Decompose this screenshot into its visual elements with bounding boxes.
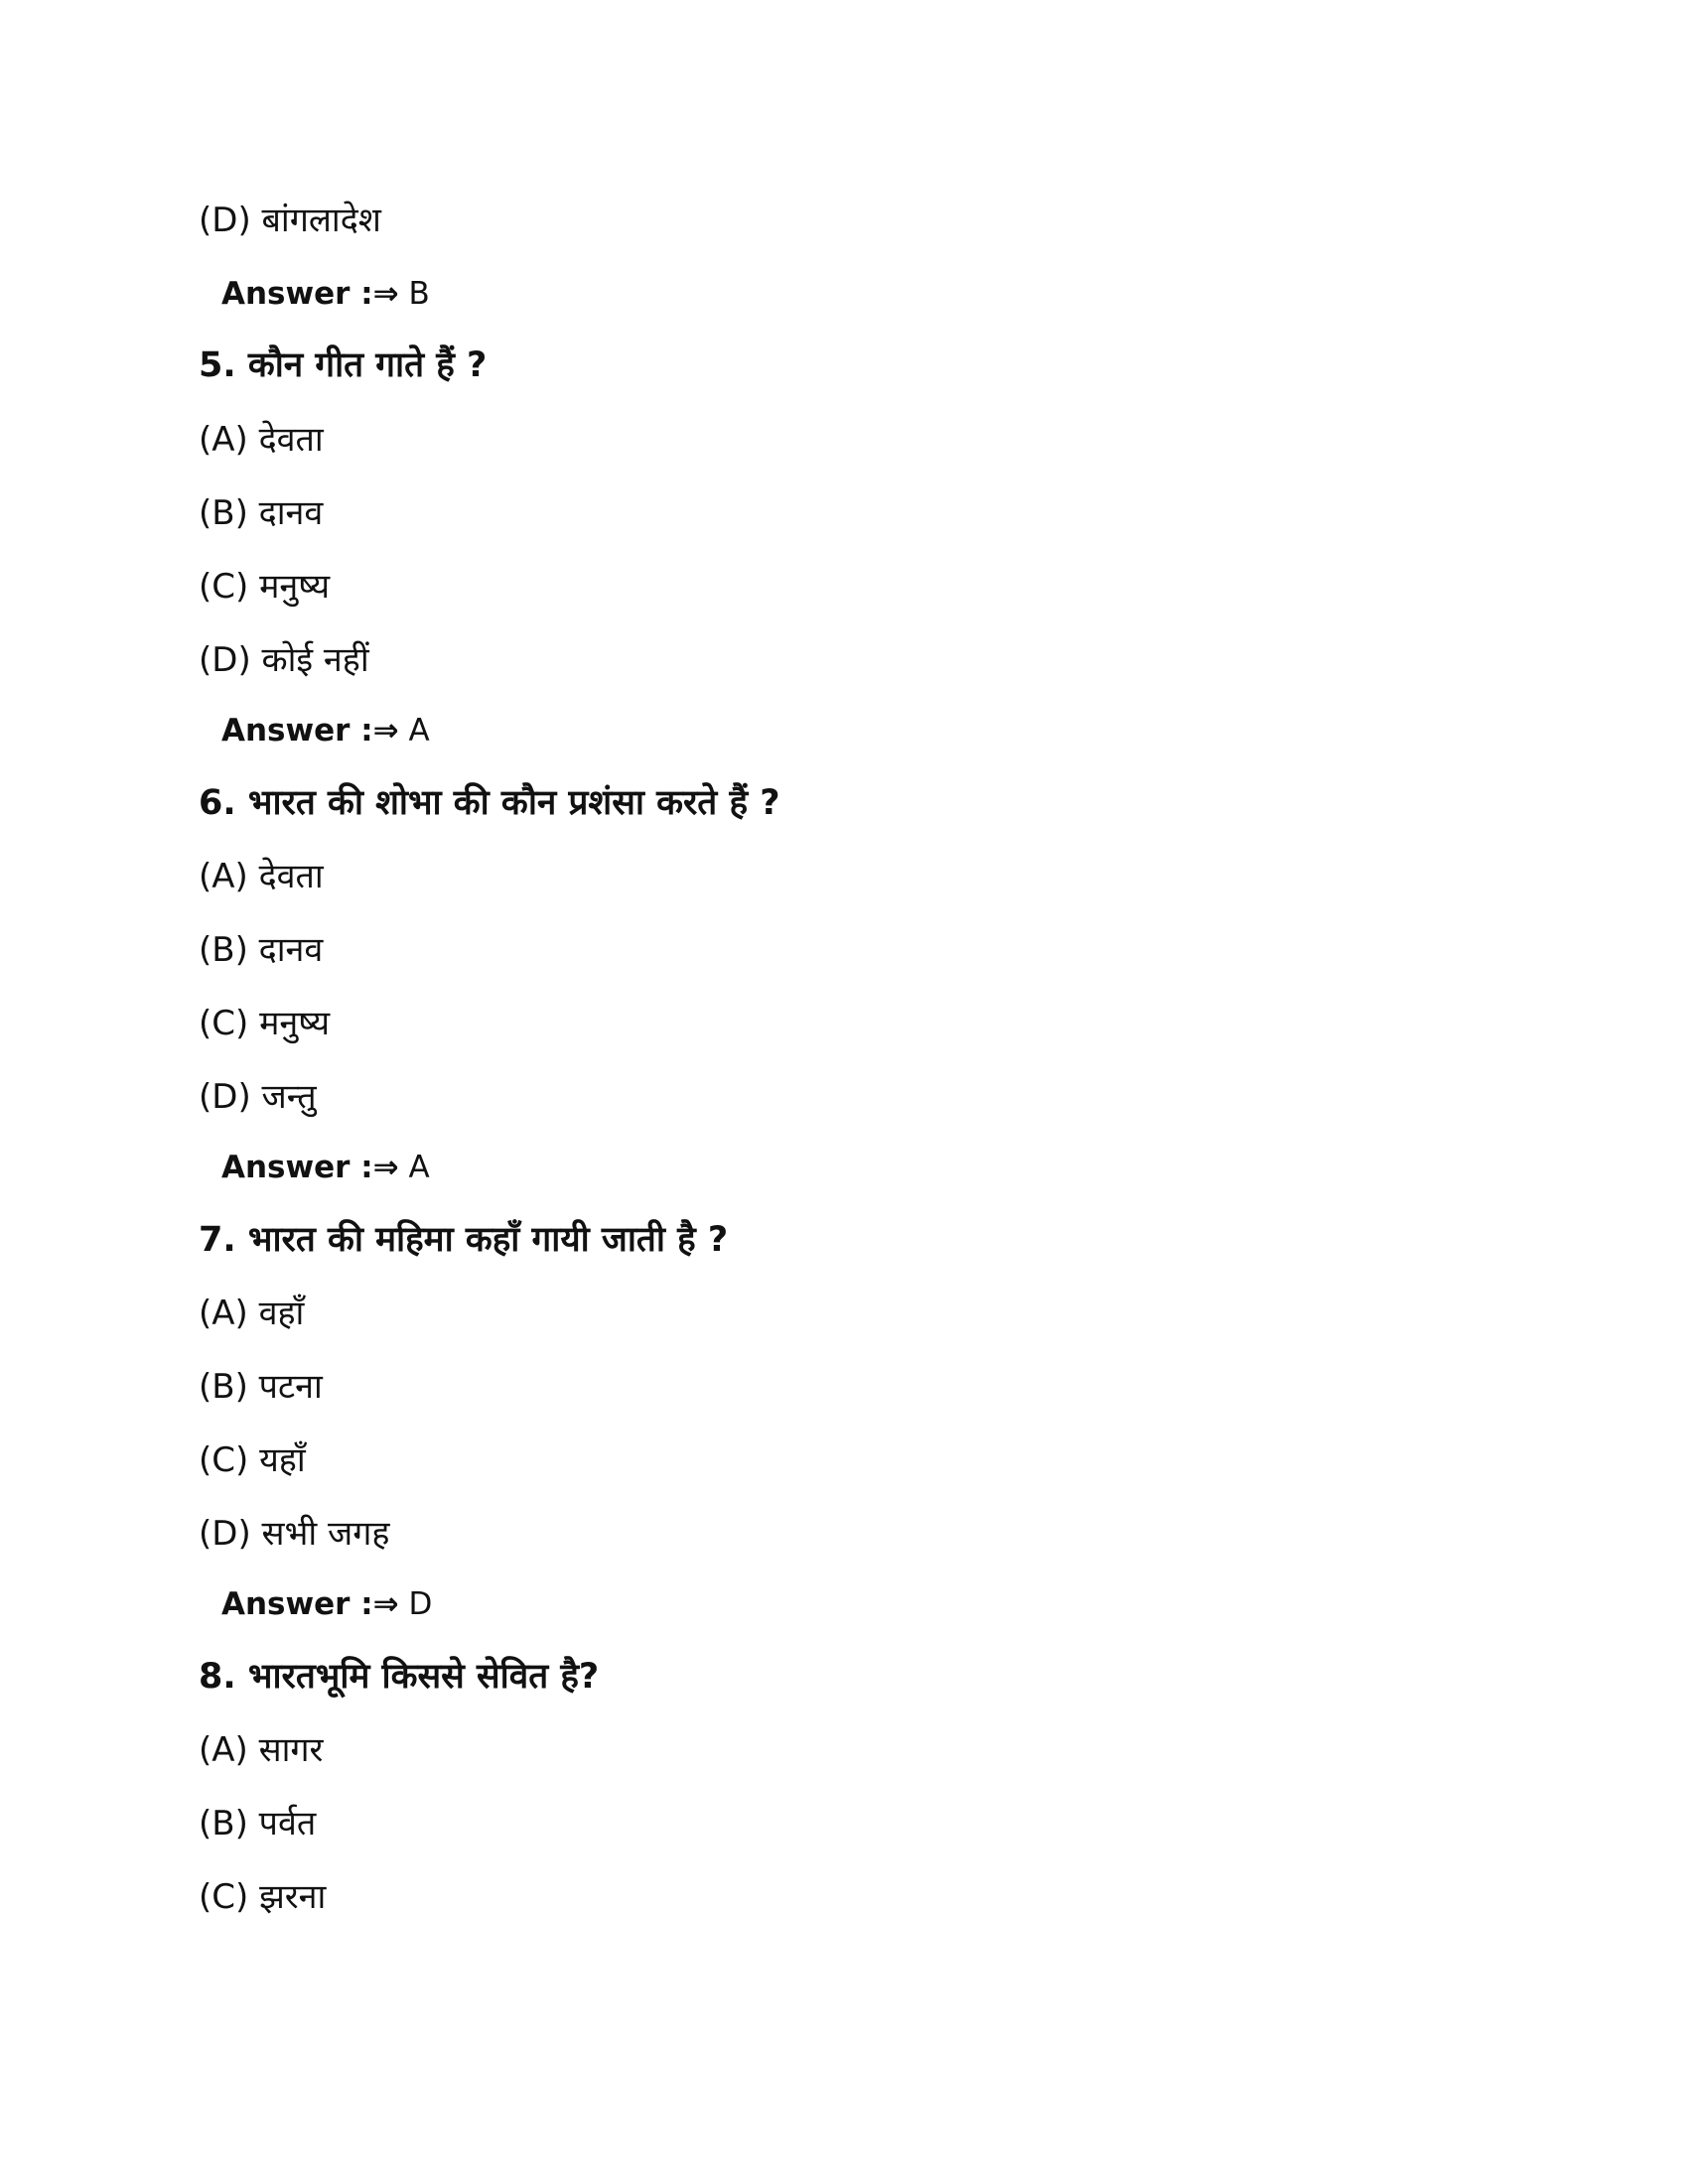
answer-line (221, 264, 430, 324)
option-line: (D) सभी जगह (199, 1514, 390, 1554)
option-line: (B) पटना (199, 1367, 323, 1407)
answer-label: Answer :⇒ (221, 1150, 399, 1185)
question-heading: 7. भारत की महिमा कहाँ गायी जाती है ? (199, 1220, 729, 1260)
option-line: (C) मनुष्य (199, 567, 331, 607)
option-line: (A) देवता (199, 420, 324, 460)
answer-label: Answer :⇒ (221, 713, 399, 749)
answer-value: D (408, 1586, 433, 1622)
question-heading: 5. कौन गीत गाते हैं ? (199, 345, 488, 385)
option-line: (D) जन्तु (199, 1077, 317, 1117)
answer-line (221, 1138, 430, 1197)
option-line: (D) बांगलादेश (199, 201, 381, 240)
answer-label: Answer :⇒ (221, 276, 399, 312)
option-line: (B) पर्वत (199, 1804, 317, 1843)
option-line: (A) वहाँ (199, 1294, 305, 1333)
answer-line (221, 1574, 432, 1634)
option-line: (B) दानव (199, 493, 324, 533)
answer-label: Answer :⇒ (221, 1586, 399, 1622)
question-heading: 6. भारत की शोभा की कौन प्रशंसा करते हैं ? (199, 783, 780, 823)
answer-value: A (408, 1150, 430, 1185)
answer-line (221, 701, 430, 760)
option-line: (C) झरना (199, 1877, 327, 1917)
option-line: (C) मनुष्य (199, 1004, 331, 1043)
answer-value: A (408, 713, 430, 749)
option-line: (A) सागर (199, 1730, 324, 1770)
option-line: (A) देवता (199, 857, 324, 896)
option-line: (C) यहाँ (199, 1440, 306, 1480)
option-line: (D) कोई नहीं (199, 640, 369, 680)
option-line: (B) दानव (199, 930, 324, 970)
answer-value: B (408, 276, 430, 312)
question-heading: 8. भारतभूमि किससे सेवित है? (199, 1657, 600, 1697)
